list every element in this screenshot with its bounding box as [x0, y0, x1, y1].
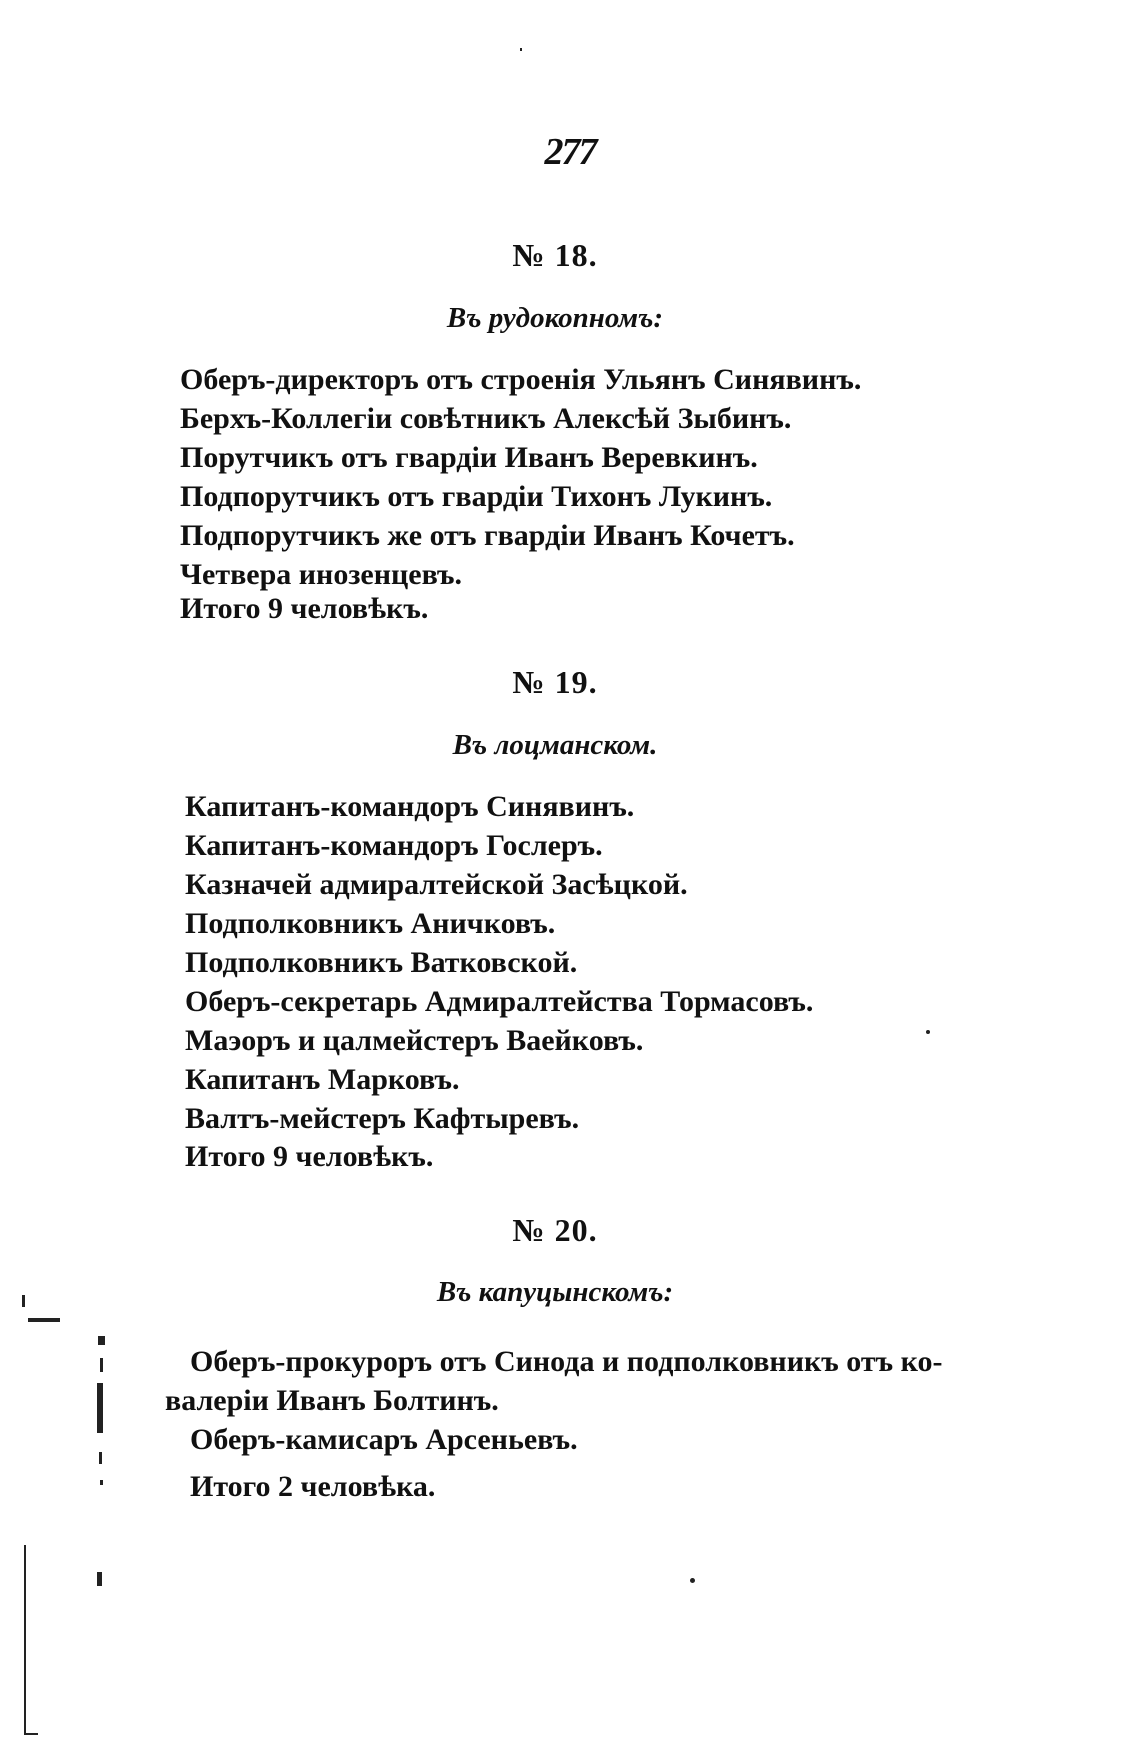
scan-mark [690, 1578, 695, 1583]
scan-mark [24, 1545, 26, 1735]
scan-mark [98, 1336, 105, 1345]
scan-mark [28, 1318, 60, 1322]
list-item: Оберъ-секретарь Адмиралтейства Тормасовъ. [185, 985, 814, 1018]
scan-mark [22, 1295, 25, 1307]
scan-mark [520, 48, 522, 51]
list-item: валеріи Иванъ Болтинъ. [165, 1384, 499, 1417]
section-20-total: Итого 2 человѣка. [190, 1470, 436, 1503]
list-item: Маэоръ и цалмейстеръ Ваейковъ. [185, 1024, 644, 1057]
list-item: Берхъ-Коллегіи совѣтникъ Алексѣй Зыбинъ. [180, 402, 792, 435]
section-18-total: Итого 9 человѣкъ. [180, 592, 429, 625]
section-20-entries [165, 1342, 943, 1459]
scan-mark [97, 1572, 102, 1586]
section-20-heading: Въ капуцынскомъ: [436, 1276, 674, 1308]
list-item: Порутчикъ отъ гвардіи Иванъ Веревкинъ. [180, 441, 758, 474]
list-item: Подполковникъ Аничковъ. [185, 907, 556, 940]
page-number: 277 [544, 131, 596, 173]
section-19-total: Итого 9 человѣкъ. [185, 1140, 434, 1173]
scan-mark [24, 1733, 38, 1735]
list-item: Оберъ-камисаръ Арсеньевъ. [190, 1423, 578, 1456]
list-item: Оберъ-прокуроръ отъ Синода и подполковникъ отъ ко- [190, 1345, 943, 1378]
section-20-number: № 20. [512, 1212, 598, 1248]
list-item: Оберъ-директоръ отъ строенія Ульянъ Синявинъ. [180, 363, 862, 396]
scan-mark [97, 1383, 103, 1433]
list-item: Валтъ-мейстеръ Кафтыревъ. [185, 1102, 580, 1135]
list-item: Подполковникъ Ватковской. [185, 946, 578, 979]
list-item: Подпорутчикъ же отъ гвардіи Иванъ Кочетъ. [180, 519, 795, 552]
section-19-entries [185, 787, 813, 1138]
list-item: Капитанъ-командоръ Синявинъ. [185, 790, 635, 823]
section-18-entries [180, 360, 861, 594]
list-item: Капитанъ-командоръ Гослеръ. [185, 829, 603, 862]
list-item: Капитанъ Марковъ. [185, 1063, 460, 1096]
scan-mark [100, 1358, 103, 1372]
scan-mark [926, 1030, 930, 1034]
section-19-heading: Въ лоцманском. [452, 729, 658, 761]
scan-mark [100, 1480, 103, 1485]
section-18-number: № 18. [512, 237, 598, 273]
list-item: Подпорутчикъ отъ гвардіи Тихонъ Лукинъ. [180, 480, 773, 513]
section-19-number: № 19. [512, 664, 598, 700]
list-item: Четвера инозенцевъ. [180, 558, 463, 591]
list-item: Казначей адмиралтейской Засѣцкой. [185, 868, 688, 901]
scan-mark [99, 1452, 102, 1464]
section-18-heading: Въ рудокопномъ: [446, 302, 664, 334]
